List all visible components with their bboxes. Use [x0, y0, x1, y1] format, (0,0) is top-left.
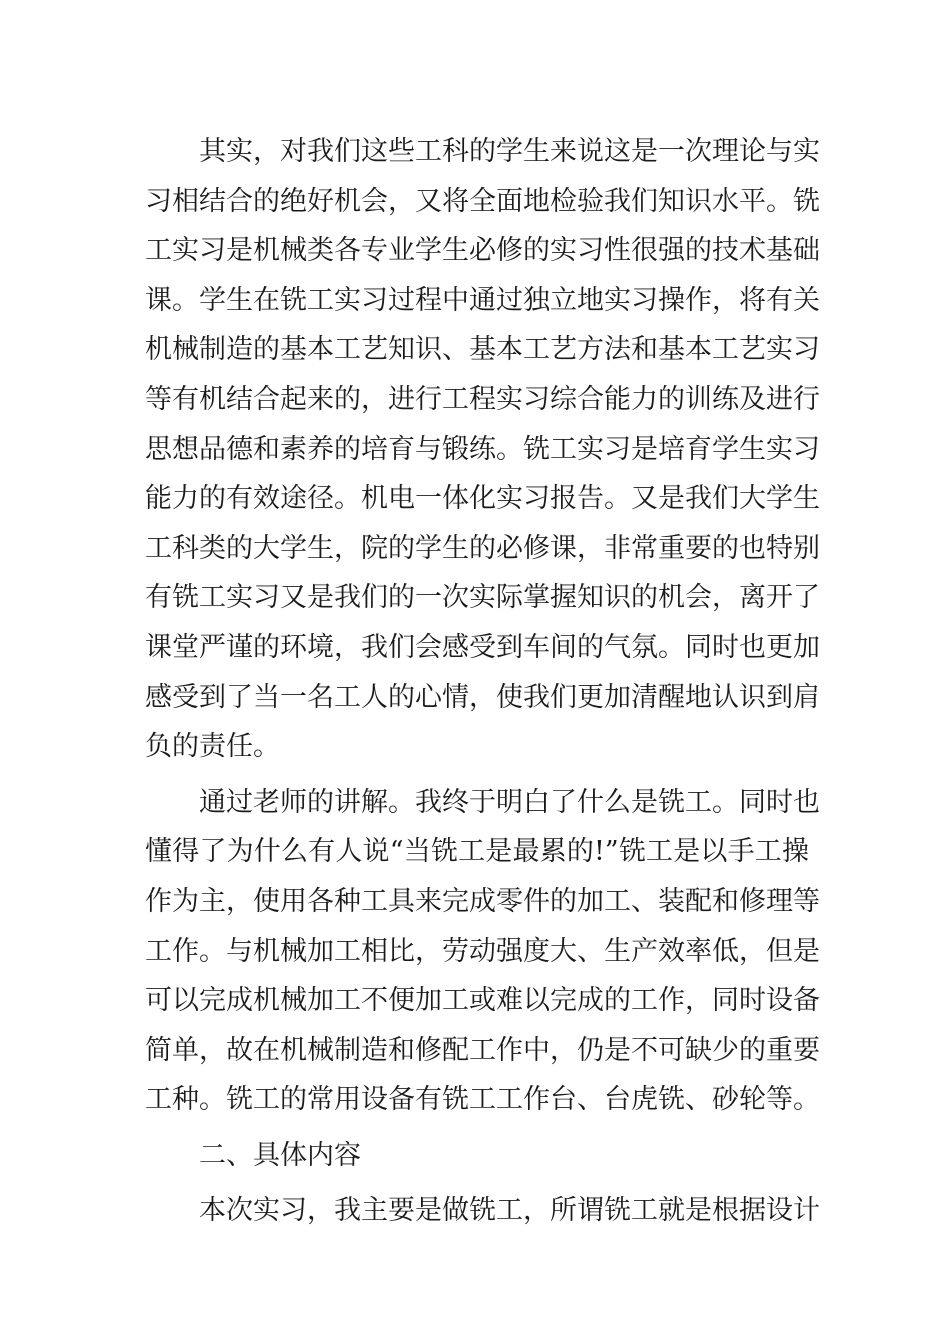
paragraph [145, 1186, 820, 1236]
text-line: 其实，对我们这些工科的学生来说这是一次理论与实 [199, 136, 820, 167]
text-line: 机械制造的基本工艺知识、基本工艺方法和基本工艺实习 [145, 334, 820, 366]
text-line: 可以完成机械加工不便加工或难以完成的工作，同时设备 [145, 985, 820, 1017]
text-line: 课堂严谨的环境，我们会感受到车间的气氛。同时也更加 [145, 631, 820, 663]
text-line: 思想品德和素养的培育与锻练。铣工实习是培育学生实习 [145, 433, 820, 465]
text-line: 通过老师的讲解。我终于明白了什么是铣工。同时也 [199, 786, 820, 818]
text-line: 简单，故在机械制造和修配工作中，仍是不可缺少的重要 [145, 1034, 820, 1066]
paragraph [145, 1131, 809, 1181]
text-line: 懂得了为什么有人说“当铣工是最累的!”铣工是以手工操 [145, 836, 809, 868]
paragraph [145, 778, 820, 1125]
text-line: 工作。与机械加工相比，劳动强度大、生产效率低，但是 [145, 935, 820, 967]
text-line: 本次实习，我主要是做铣工，所谓铣工就是根据设计 [199, 1195, 820, 1227]
text-line: 课。学生在铣工实习过程中通过独立地实习操作，将有关 [145, 284, 820, 316]
text-line: 作为主，使用各种工具来完成零件的加工、装配和修理等 [145, 885, 820, 917]
text-line: 感受到了当一名工人的心情，使我们更加清醒地认识到肩 [145, 681, 820, 713]
text-line: 等有机结合起来的，进行工程实习综合能力的训练及进行 [145, 383, 820, 415]
document-body [145, 127, 820, 1236]
text-line: 习相结合的绝好机会，又将全面地检验我们知识水平。铣 [145, 185, 820, 217]
text-line: 工科类的大学生，院的学生的必修课，非常重要的也特别 [145, 532, 820, 564]
paragraph [145, 127, 820, 772]
text-line: 工实习是机械类各专业学生必修的实习性很强的技术基础 [145, 235, 820, 267]
text-line: 能力的有效途径。机电一体化实习报告。又是我们大学生 [145, 483, 820, 515]
text-line: 二、具体内容 [199, 1139, 361, 1171]
text-line: 工种。铣工的常用设备有铣工工作台、台虎铣、砂轮等。 [145, 1084, 820, 1116]
text-line: 有铣工实习又是我们的一次实际掌握知识的机会，离开了 [145, 582, 820, 614]
text-line: 负的责任。 [145, 731, 280, 763]
